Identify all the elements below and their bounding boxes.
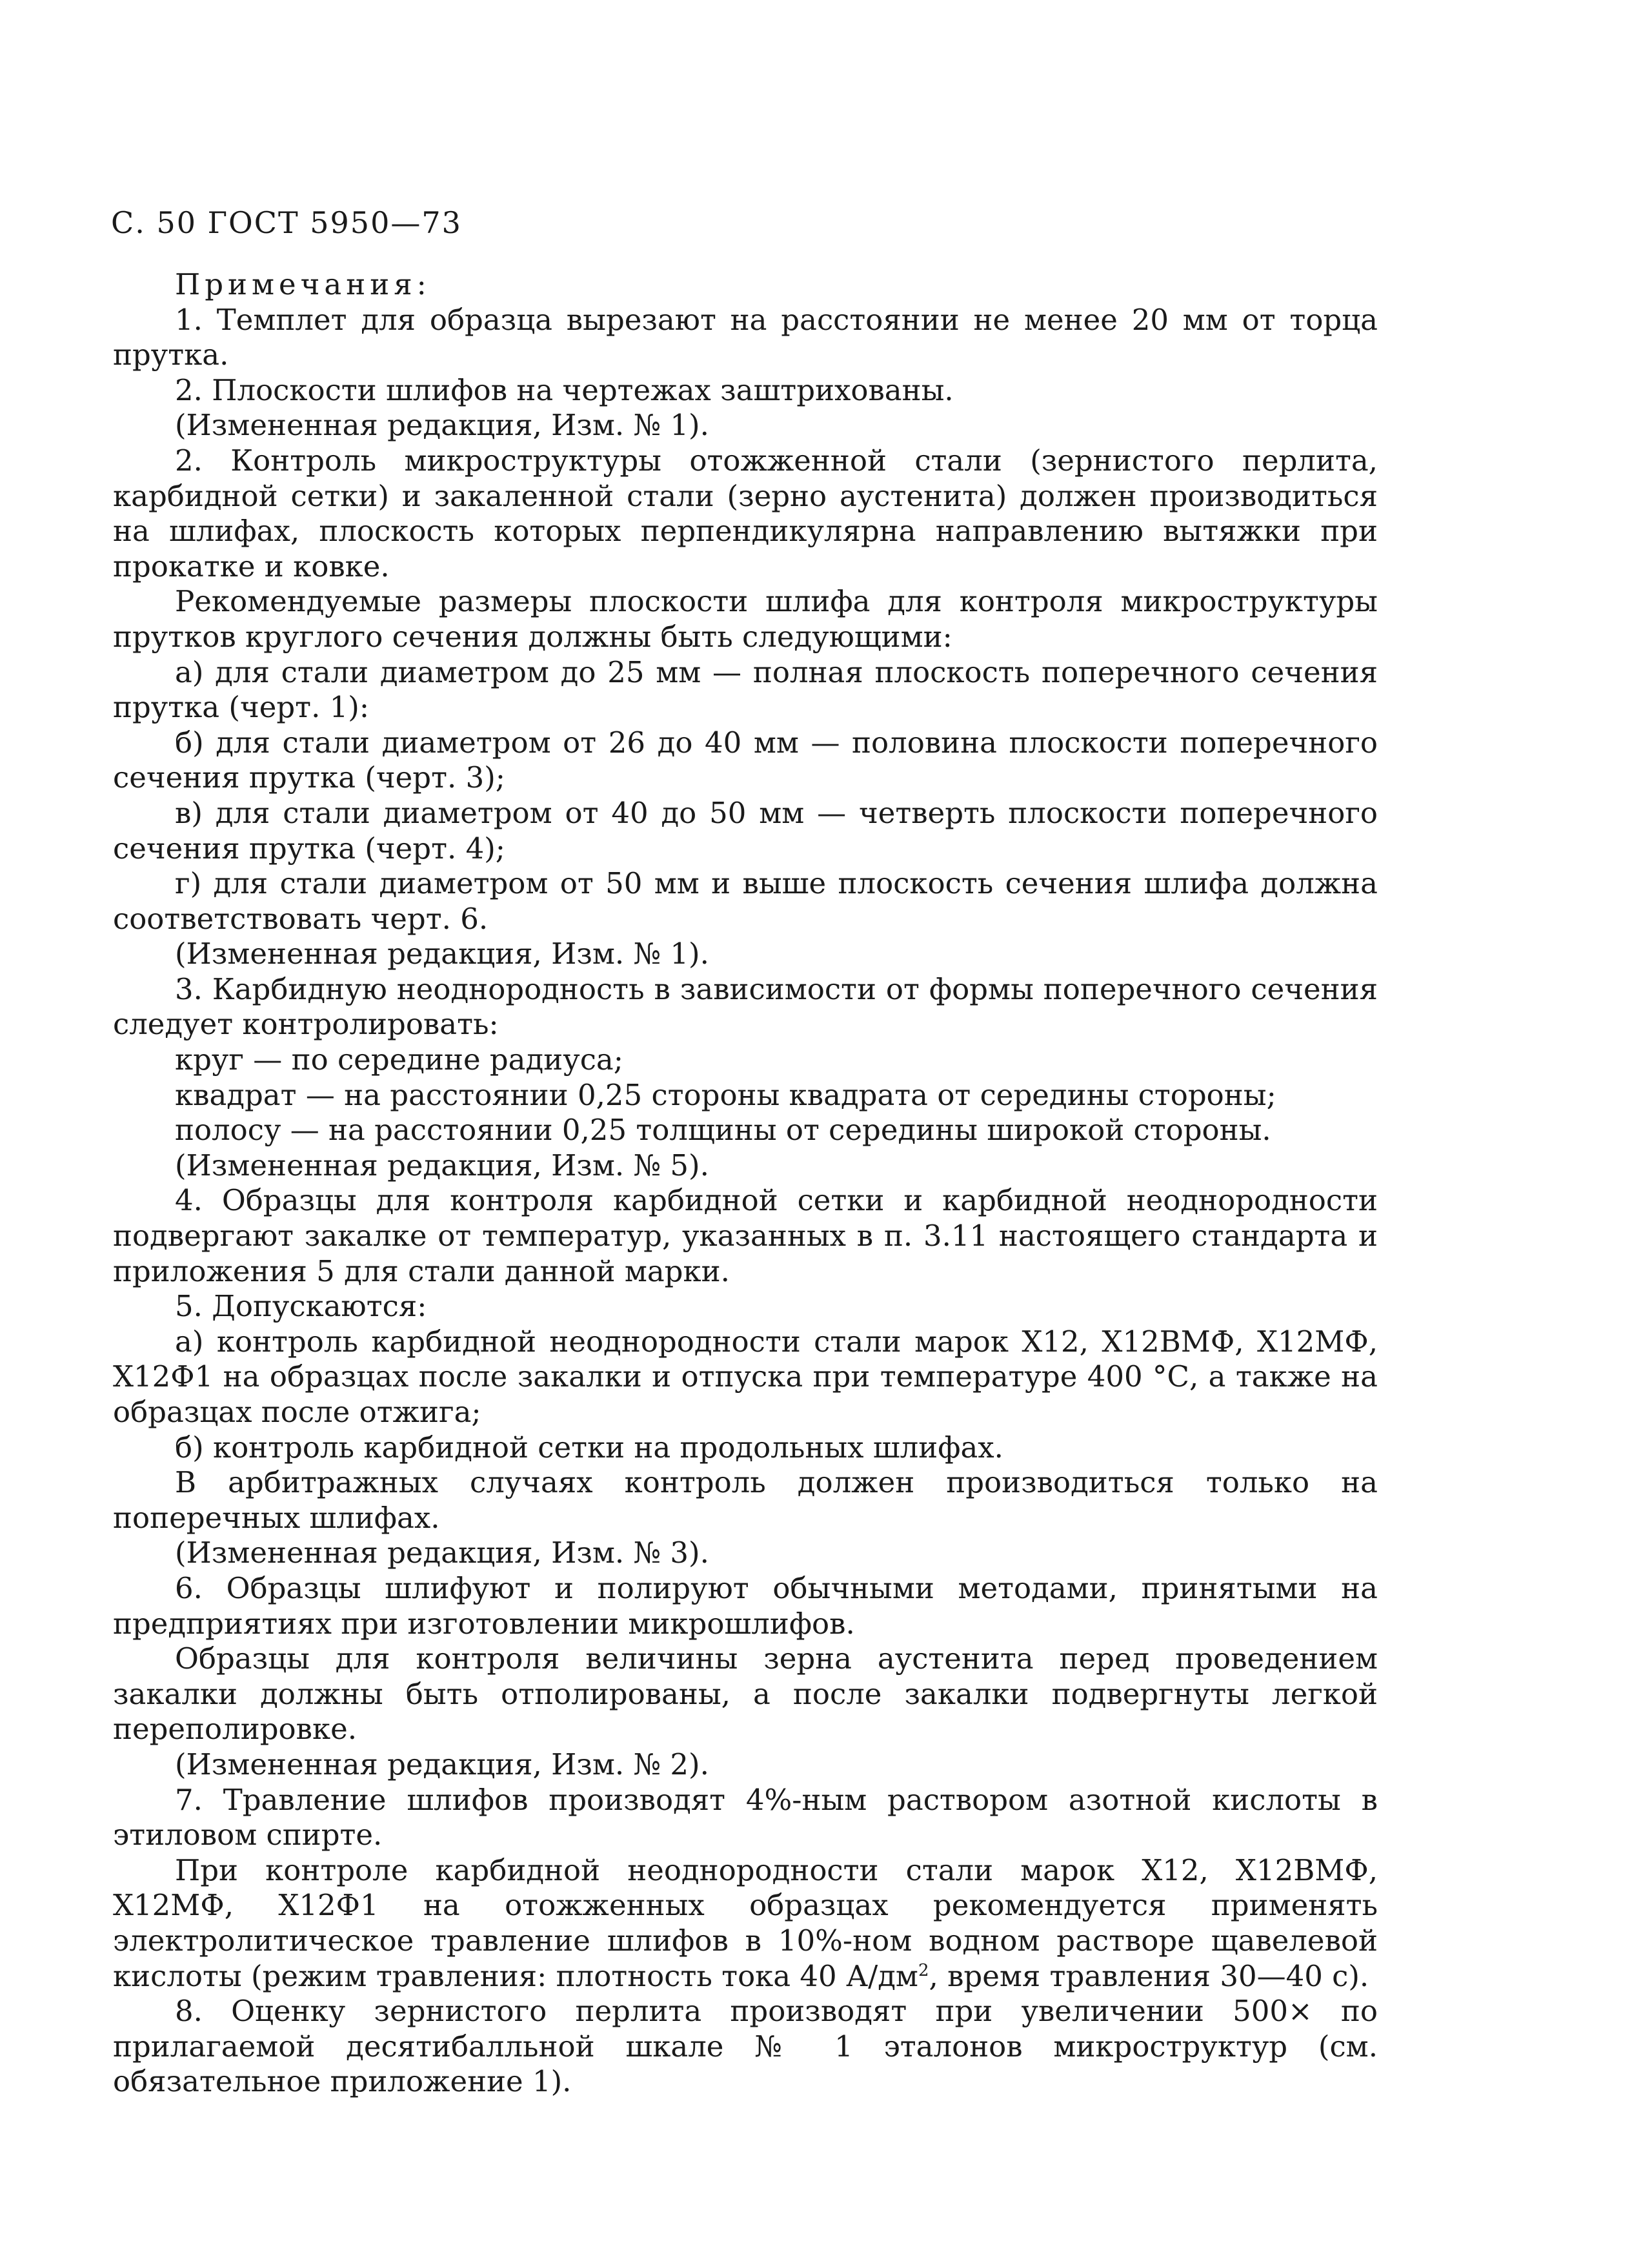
list-item: а) для стали диаметром до 25 мм — полная плоскость поперечного сечения прутка (черт. 1): [113,655,1378,725]
paragraph: 3. Карбидную неоднородность в зависимости от формы поперечного сечения следует контролировать: [113,971,1378,1042]
paragraph: Рекомендуемые размеры плоскости шлифа для контроля микроструктуры прутков круглого сечения должны быть следующими: [113,584,1378,654]
list-item: б) контроль карбидной сетки на продольных шлифах. [175,1430,1003,1465]
list-item: а) контроль карбидной неоднородности стали марок Х12, Х12ВМФ, Х12МФ, Х12Ф1 на образцах после закалки и отпуска при температуре 400 °С, а также на образцах после отжига; [113,1324,1378,1429]
list-item: г) для стали диаметром от 50 мм и выше плоскость сечения шлифа должна соответствовать черт. 6. [113,866,1378,936]
superscript: 2 [918,1960,929,1980]
paragraph: 8. Оценку зернистого перлита производят при увеличении 500× по прилагаемой десятибалльной шкале № 1 эталонов микроструктур (см. обязательное приложение 1). [113,1994,1378,2099]
amendment-note: (Измененная редакция, Изм. № 5). [175,1148,709,1182]
paragraph: Образцы для контроля величины зерна аустенита перед проведением закалки должны быть отполированы, а после закалки подвергнуты легкой переполировке. [113,1641,1378,1747]
paragraph: 1. Темплет для образца вырезают на расстоянии не менее 20 мм от торца прутка. [113,302,1378,372]
amendment-note: (Измененная редакция, Изм. № 1). [175,408,709,443]
paragraph: В арбитражных случаях контроль должен производиться только на поперечных шлифах. [113,1465,1378,1535]
paragraph: 2. Контроль микроструктуры отожженной стали (зернистого перлита, карбидной сетки) и закаленной стали (зерно аустенита) должен производиться на шлифах, плоскость которых перпендикулярна направлению вытяжки при прокатке и ковке. [113,443,1378,584]
paragraph-text: При контроле карбидной неоднородности стали марок Х12, Х12ВМФ, Х12МФ, Х12Ф1 на отожженных образцах рекомендуется применять электролитическое травление шлифов в 10%-ном водном растворе щавелевой кислоты (режим травления: плотность тока 40 А/дм [113,1852,1378,1993]
paragraph: 5. Допускаются: [175,1289,427,1324]
notes-heading: Примечания: [175,267,431,301]
paragraph: 6. Образцы шлифуют и полируют обычными методами, принятыми на предприятиях при изготовлении микрошлифов. [113,1570,1378,1641]
amendment-note: (Измененная редакция, Изм. № 2). [175,1747,709,1781]
paragraph [113,1853,1378,1994]
list-item: б) для стали диаметром от 26 до 40 мм — половина плоскости поперечного сечения прутка (черт. 3); [113,725,1378,795]
list-item: в) для стали диаметром от 40 до 50 мм — четверть плоскости поперечного сечения прутка (черт. 4); [113,795,1378,866]
paragraph: 2. Плоскости шлифов на чертежах заштрихованы. [175,372,954,407]
page-header: С. 50 ГОСТ 5950—73 [111,205,462,240]
list-item: квадрат — на расстоянии 0,25 стороны квадрата от середины стороны; [175,1077,1276,1112]
amendment-note: (Измененная редакция, Изм. № 3). [175,1536,709,1570]
document-body [113,267,1378,2100]
list-item: круг — по середине радиуса; [175,1042,623,1077]
paragraph: 4. Образцы для контроля карбидной сетки и карбидной неоднородности подвергают закалке от температур, указанных в п. 3.11 настоящего стандарта и приложения 5 для стали данной марки. [113,1183,1378,1288]
amendment-note: (Измененная редакция, Изм. № 1). [175,937,709,971]
paragraph: 7. Травление шлифов производят 4%-ным раствором азотной кислоты в этиловом спирте. [113,1782,1378,1852]
paragraph-tail: , время травления 30—40 с). [929,1958,1369,1993]
list-item: полосу — на расстоянии 0,25 толщины от середины широкой стороны. [175,1113,1271,1148]
